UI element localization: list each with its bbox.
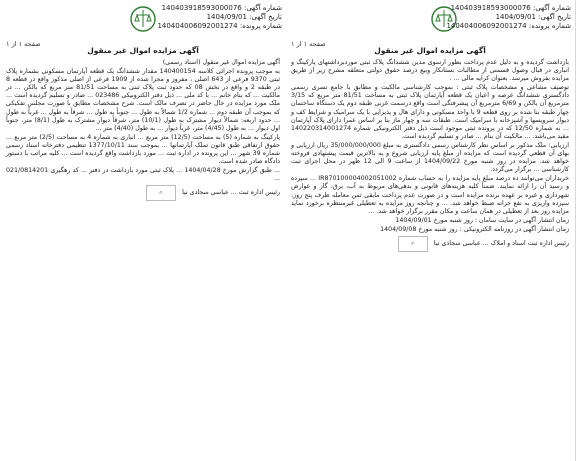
signature-block bbox=[291, 236, 569, 252]
announcement-number: شماره آگهی: 140403918593000076 bbox=[161, 4, 282, 12]
case-number: شماره پرونده: 140404006092001274 bbox=[446, 22, 571, 30]
right-column bbox=[285, 0, 576, 461]
announcement-meta bbox=[446, 4, 571, 31]
paragraph: به موجب پرونده اجرائی کلاسه 140400154 مقدار ششدانگ یک قطعه آپارتمان مسکونی بشماره پلاک ثبتی 9370 فرعی از 643 اصلی ، مفروز و مجزا شده از 1909 فرعی از اصلی مذکور واقع در قطعه 8 در طبقه 2 و واقع در بخش 08 که حدود ثبت پلاک ثبتی به مساحت 81/51 متر مربع که بالکن ... در مالکیت ... که بنام خانم ... با کد ملی ... ذیل دفتر الکترونیکی 023486 ... صادر و تسلیم گردیده است ... ملک مورد مزایده در حال حاضر در تصرف مالک است. شرح مشخصات مطابق با صورت مجلس تفکیکی که بموجب آن طبقه دوم ... شماره 1/2 شمالاً به طول ... جنوباً به طول ... شرقاً به طول ... غرباً به طول ... حدود اربعه: شمالاً دیوار مشترک به طول (10/1) متر، شرقاً دیوار مشترک به طول (8/1) متر، جنوباً اول دیوار ... به طول (4/45) متر، غرباً دیوار ... به طول (4/40) متر ... bbox=[6, 68, 281, 132]
announcement-body bbox=[0, 56, 286, 201]
signer-name: رئیس اداره ثبت اسناد و املاک ... عباسی سجادی نیا bbox=[433, 239, 569, 247]
header bbox=[0, 0, 286, 56]
paragraph: پارکینگ به شماره (5) به مساحت (12/5) متر مربع ... انباری به شماره 4 به مساحت (2/5) متر مربع ... حقوق ارتفاقی طبق قانون تملک آپارتمانها ... بموجب سند 1377/10/11 تنظیمی دفترخانه اسناد رسمی شماره 39 شهر ... این پرونده در اداره ثبت ... مورد بازداشت واقع گردیده است ... کلیه مراتب با دستور دادگاه صادر شده است. bbox=[6, 133, 281, 166]
paragraph: بازداشت گردیده و به دلیل عدم پرداخت بطور ارسوی مدین ششدانگ پلاک ثبتی موردبرداشتهای پارکینگ و انباری در قبال وصول قسمتی از مطالبات بستانکار وبیع درصد حقوق دولتی متعلقه مشرح زیر از طریق مزایده بفروش میرسد. بعنوان کرایه مالی ... . bbox=[291, 59, 569, 83]
paragraph: خریداران می‌توانند ده درصد مبلغ پایه مزایده را به حساب شماره IR870100004002051002 ... سپرده و رسید آن را ارائه نمایند. ضمناً کلیه هزینه‌های قانونی و بدهی‌های مربوط به آب، برق، گاز و عوارض شهرداری و غیره بر عهده برنده مزایده است و در صورت عدم پرداخت مابقی ثمن معامله ظرف پنج روز، سپرده واریزی به نفع خزانه ضبط خواهد شد. ... و چنانچه روز مزایده به تعطیلی غیرمنتظره برخورد نماید مزایده روز بعد از تعطیلی در همان ساعت و مکان مقرر برگزار خواهد شد. ... bbox=[291, 175, 569, 215]
page-title: آگهی مزایده اموال غیر منقول bbox=[87, 46, 199, 55]
signature-stamp-icon: ✍ bbox=[146, 185, 176, 201]
page-number: صفحه ۱ از ۱ bbox=[291, 40, 326, 48]
left-column bbox=[0, 0, 286, 461]
signer-name: رئیس اداره ثبت ... عباسی سجادی نیا bbox=[182, 189, 280, 197]
page-title: آگهی مزایده اموال غیر منقول bbox=[374, 46, 486, 55]
publish-date-newspaper: زمان انتشار آگهی در روزنامه الکترونیکی : روز شنبه مورخ 1404/09/08 bbox=[380, 225, 569, 233]
announcement-body bbox=[285, 56, 575, 252]
paragraph: ... طبق گزارش مورخ 1404/04/28 ... پلاک ثبتی مورد بازداشت در دفتر ... کد رهگیری 021/0814201 ... bbox=[6, 167, 280, 183]
announcement-number: شماره آگهی: 140403918593000076 bbox=[450, 4, 571, 12]
paragraph: ارزیابی: ملک مذکور بر اساس نظر کارشناس رسمی دادگستری به مبلغ 35/000/000/000 ریال ارزیابی و بهای آن قطعی گردیده است که مزایده از مبلغ پایه ارزیابی شروع و به بالاترین قیمت پیشنهادی فروخته خواهد شد. مزایده در روز شنبه مورخ 1404/09/22 از ساعت 9 الی 12 ظهر در محل اجرای ثبت کارشناسی ... برگزار می‌گردد. bbox=[291, 141, 569, 174]
paragraph: توصیف مشاعی و مشخصات پلاک ثبتی : بموجب کارشناسی مالکیت و مطابق با جامع تسری رسمی دادگستری ششدانگ عرصه و اعیان یک قطعه آپارتمان پلاک ثبتی به مساحت 81/51 متر مربع که 3/15 مترمربع آن بالکن و 6/69 مترمربع آن پیشرفتگی است واقع درسمت غربی طبقه دوم یک دستگاه ساختمان چهار طبقه بنا شده بر روی قطعه 9 با واحد مسکونی و دارای هال و پذیرایی با یک سرامیک و شرایط کف و دیوار سرویسها و آشپزخانه با سرامیک است. طبقات سه و چهار ماز بنا بر اساس عمرا دارای پلاک آپارتمان ... به شماره 12/50 که در پرونده ثبتی موجود است ذیل دفتر الکترونیکی شماره 140220314001274 مقید می‌باشد. ... مالکیت آن بنام ... صادر و تسلیم گردیده است. bbox=[291, 84, 569, 140]
signature-stamp-icon: ✍ bbox=[398, 236, 428, 252]
announcement-date: تاریخ آگهی: 1404/09/01 bbox=[206, 13, 282, 21]
paragraph-heading: آگهی مزایده اموال غیر منقول (اسناد رسمی) bbox=[162, 59, 280, 66]
page-number: صفحه ۱ از ۱ bbox=[6, 40, 41, 48]
signature-block bbox=[6, 185, 280, 201]
announcement-meta bbox=[157, 4, 282, 31]
header bbox=[285, 0, 575, 56]
publish-date-site: زمان انتشار آگهی در سایت سامان : روز شنبه مورخ 1404/09/01 bbox=[395, 216, 569, 224]
announcement-date: تاریخ آگهی: 1404/09/01 bbox=[495, 13, 571, 21]
judiciary-emblem-icon bbox=[128, 4, 158, 34]
case-number: شماره پرونده: 140404006092001274 bbox=[157, 22, 282, 30]
